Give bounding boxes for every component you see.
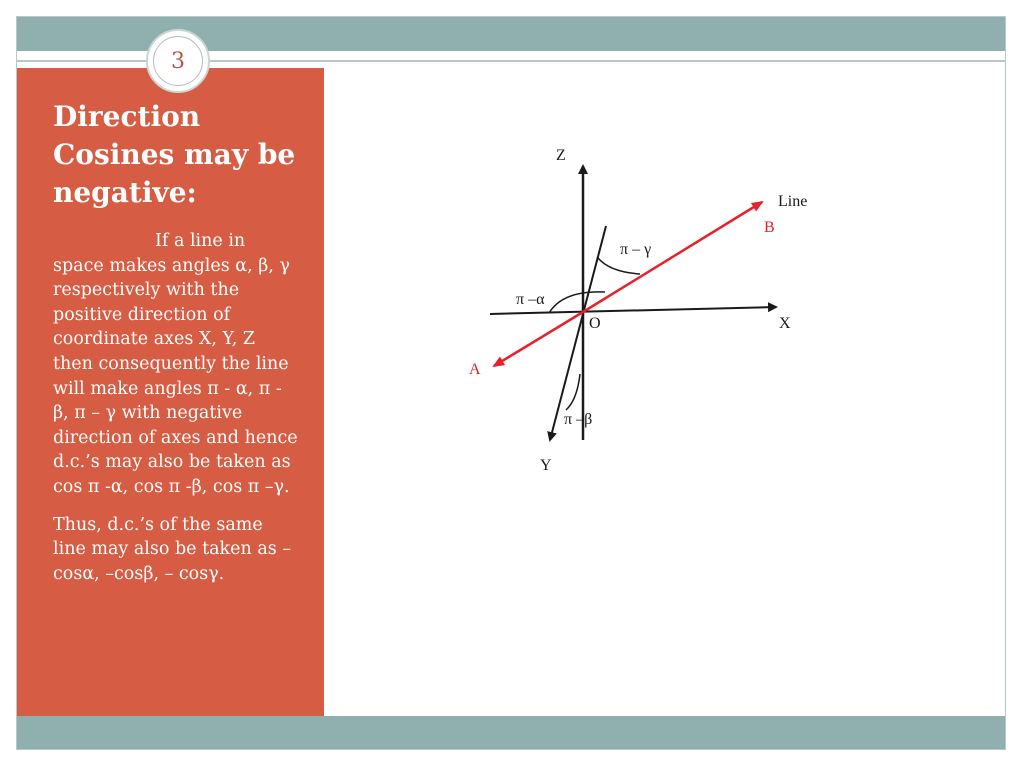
line-ab-toward-b (583, 202, 762, 312)
origin-label: O (589, 315, 601, 332)
slide-number: 3 (153, 36, 203, 86)
angle-alpha-label: π –α (516, 291, 545, 308)
x-axis (490, 307, 776, 314)
point-b-label: B (764, 219, 775, 236)
slide-title: Direction Cosines may be negative: (53, 100, 296, 209)
x-axis-label: X (779, 315, 791, 332)
line-ab-toward-a (494, 312, 583, 366)
angle-arc-gamma (598, 258, 640, 274)
angle-arc-beta (566, 374, 580, 410)
y-axis (550, 226, 606, 440)
paragraph-2: Thus, d.c.’s of the same line may also be taken as – cosα, –cosβ, – cosγ. (53, 514, 292, 584)
angle-gamma-label: π – γ (620, 241, 652, 258)
z-axis-label: Z (556, 147, 566, 164)
angle-beta-label: π –β (564, 411, 593, 428)
line-label: Line (778, 193, 808, 210)
y-axis-label: Y (540, 457, 552, 474)
point-a-label: A (469, 361, 481, 378)
paragraph-1: If a line in space makes angles α, β, γ respectively with the positive direction of coordinate axes X, Y, Z then consequently the line will make angles π - α, π - β, π – γ with negative direction of axes and hence d.c.’s may also be taken as cos π -α, cos π -β, cos π –γ. (53, 231, 298, 497)
